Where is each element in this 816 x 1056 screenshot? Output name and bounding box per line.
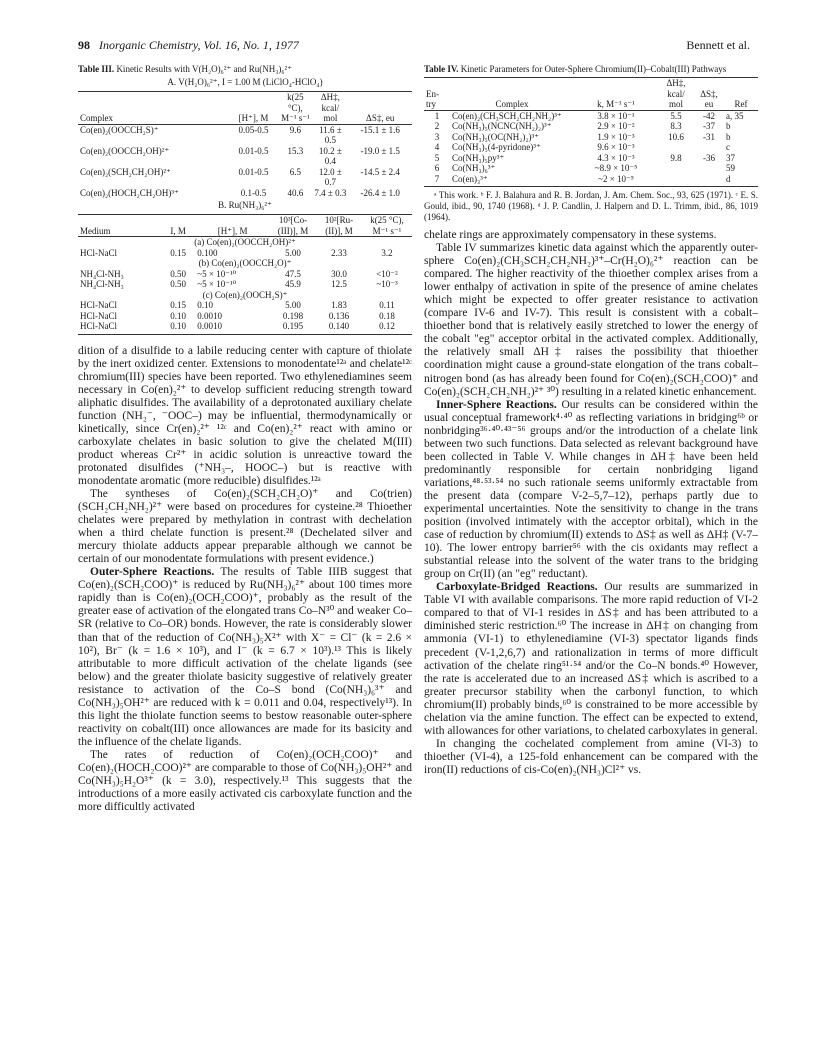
section-heading: Carboxylate-Bridged Reactions. xyxy=(436,581,598,594)
table-row: 5 Co(NH₃)₅py³⁺ 4.3 × 10⁻³ 9.8 -36 37 xyxy=(434,152,735,163)
table-row: HCl-NaCl 0.10 0.0010 0.198 0.136 0.18 xyxy=(80,310,395,321)
table-row: HCl-NaCl 0.15 0.10 5.00 1.83 0.11 xyxy=(80,300,395,310)
right-body-text xyxy=(424,229,758,777)
col-header: ΔH‡, kcal/ mol xyxy=(658,78,694,111)
table-row: 7 Co(en)₃³⁺ ~2 × 10⁻⁵ d xyxy=(424,174,758,187)
table4 xyxy=(424,77,758,187)
table-row: NH₄Cl-NH₃ 0.50 ~5 × 10⁻¹⁰ 45.9 12.5 ~10⁻³ xyxy=(80,279,398,289)
paragraph: The syntheses of Co(en)₂(SCH₂CH₂O)⁺ and Co(trien)(SCH₂CH₂NH₂)²⁺ were based on procedures for cysteine.²⁸ Thioether chelates were prepared by methylation in contrast with dechelation when a third chelate function is present.²⁸ (Dechelated silver and mercury thiolate adducts appear preparable although we cannot be certain of our monodentate formulations with present evidence.) xyxy=(78,488,412,566)
section-heading: Inner-Sphere Reactions. xyxy=(436,398,557,411)
table-row: NH₄Cl-NH₃ 0.50 ~5 × 10⁻¹⁰ 47.5 30.0 <10⁻² xyxy=(80,268,398,279)
paragraph: The rates of reduction of Co(en)₂(OCH₂COO)⁺ and Co(en)₂(HOCH₂COO)²⁺ are comparable to those of Co(NH₃)₅OH²⁺ and Co(NH₃)₅H₂O³⁺ (k = 3.0), respectively.¹³ This suggests that the introductions of a more easily activated cis carboxylate function and the more difficultly activated xyxy=(78,748,412,814)
table-row: 4 Co(NH₃)₅(4-pyridone)³⁺ 9.6 × 10⁻³ c xyxy=(434,142,730,152)
col-header: Complex xyxy=(78,92,229,125)
col-header: 10³[Co-(III)], M xyxy=(270,215,316,237)
table-row: 6 Co(NH₃)₆³⁺ ~8.9 × 10⁻⁵ 59 xyxy=(434,163,735,173)
table-row: Co(en)₂(HOCH₂CH₂OH)³⁺ 0.1-0.5 40.6 7.4 ± 0.3 -26.4 ± 1.0 xyxy=(80,187,400,198)
group-title: (c) Co(en)₂(OOCH₂S)⁺ xyxy=(202,289,288,300)
journal-citation: Inorganic Chemistry, Vol. 16, No. 1, 1977 xyxy=(99,38,299,52)
paragraph: chelate rings are approximately compensatory in these systems. xyxy=(424,229,717,241)
col-header: k(25 °C), M⁻¹ s⁻¹ xyxy=(278,92,312,125)
paragraph: dition of a disulfide to a labile reducing center with capture of thiolate by the inert oxidized center. Extensions to monodentate¹²ᵃ and chelate¹²ᶜ chromium(III) species have been reported. Two ethylenediamines seem necessary in Co(en)₂²⁺ to develop sufficient reducing strength toward aliphatic disulfides. The availability of a deprotonated auxiliary chelate function (NH₂⁻, ⁻OOC–) may be influential, thermodynamically or kinetically, since Cr(en)₂²⁺ ¹²ᶜ and Co(en)₂²⁺ react with amino or carboxylate chelates in basic solution to give the chelated M(III) product whereas Cr²⁺ in acidic solution is unreactive toward the protonated disulfides (⁺NH₃–, HOOC–) but is reactive with monodentate aromatic (more reducible) disulfides.¹²ᵃ xyxy=(78,344,412,487)
section-heading: Outer-Sphere Reactions. xyxy=(90,566,215,579)
group-title: (a) Co(en)₂(OOCCH₂OH)²⁺ xyxy=(194,237,296,247)
table4-caption: Table IV. Kinetic Parameters for Outer-Sphere Chromium(II)–Cobalt(III) Pathways xyxy=(424,64,727,74)
paragraph: Carboxylate-Bridged Reactions. Our results are summarized in Table VI with available comparisons. The more rapid reduction of VI-2 compared to that of VI-1 resides in ΔS‡ and has been attributed to a diminished steric restriction.⁶⁰ The increase in ΔH‡ on changing from ammonia (VI-1) to ethylenediamine (VI-3) spectator ligands finds precedent (V-1,2,6,7) and rationalization in terms of more difficult activation of the chelate ring⁵¹·⁵⁴ and/or the Co–N bonds.⁴⁰ However, the rate is accelerated due to an increased ΔS‡ which is ascribed to a greater precursor stability when the carbonyl function, to which chromium(II) probably binds,⁶⁰ is constrained to be more accessible by chelation via the amine function. The effect can be expected to extend, with allowances for other variations, to chelated carboxylates in general. xyxy=(424,581,758,737)
table-row: Co(en)₂(SCH₂CH₂OH)²⁺ 0.01-0.5 6.5 12.0 ± 0.7 -14.5 ± 2.4 xyxy=(80,166,400,187)
paragraph: Inner-Sphere Reactions. Our results can be considered within the usual conceptual framework⁴·⁴⁰ as reflecting variations in bridging⁶ᵇ or nonbridging³⁶·⁴⁰·⁴³⁻⁵⁶ groups and/or the introduction of a chelate link between two such functions. Data selected as relevant background have been collected in Table V. While changes in ΔH‡ have been held predominantly responsible for certain nonbridging ligand variations,⁴⁸·⁵³·⁵⁴ no such rationale seems uniformly extractable from the present data (compare V-2–5,7–12), perhaps partly due to experimental uncertainties. Note the sensitivity to change in the trans position (involved intimately with the acceptor orbital), which in the case of reduction by chromium(II) extends to ΔS‡ as well as ΔH‡ (V-7–10). The lower entropy barrier⁵⁶ with the cis oxidants may reflect a substantial release into the solvent of the water trans to the bridging group on Cr(II) (an "eg" reductant). xyxy=(424,398,758,581)
right-column xyxy=(424,64,758,777)
table-row: HCl-NaCl 0.10 0.0010 0.195 0.140 0.12 xyxy=(78,321,412,334)
table-row: Co(en)₂(OOCCH₂OH)²⁺ 0.01-0.5 15.3 10.2 ± 0.4 -19.0 ± 1.5 xyxy=(80,145,400,166)
col-header: ΔH‡, kcal/ mol xyxy=(312,92,348,125)
col-header: [H⁺], M xyxy=(195,215,270,237)
col-header: ΔS‡, eu xyxy=(694,78,724,111)
col-header: Complex xyxy=(450,78,574,111)
col-header: k(25 °C), M⁻¹ s⁻¹ xyxy=(362,215,412,237)
running-authors: Bennett et al. xyxy=(686,38,750,52)
table-row: 3 Co(NH₃)₅(OC(NH₂)₂)³⁺ 1.9 × 10⁻³ 10.6 -31 b xyxy=(434,131,731,142)
table-row: HCl-NaCl 0.15 0.100 5.00 2.33 3.2 xyxy=(80,247,393,258)
col-header: En-try xyxy=(424,78,450,111)
col-header: ΔS‡, eu xyxy=(348,92,412,125)
col-header: Ref xyxy=(724,78,758,111)
col-header: 10²[Ru-(II)], M xyxy=(316,215,362,237)
table-row: 2 Co(NH₃)₅(NCNC(NH₂)₂)³⁺ 2.9 × 10⁻² 8.3 -37 b xyxy=(434,121,731,131)
page-header xyxy=(78,38,750,56)
table-row: Co(en)₂(OOCCH₂S)⁺ 0.05-0.5 9.6 11.6 ± 0.5 -15.1 ± 1.6 xyxy=(80,124,400,145)
paragraph: Table IV summarizes kinetic data against which the apparently outer-sphere Co(en)₂(CH₃SCH₂CH₂NH₂)³⁺–Cr(H₂O)₆²⁺ reaction can be compared. The higher reactivity of the thioether complex arises from a lower enthalpy of activation in spite of the presence of amine chelates which might be expected to offer greater resistance to activation (compare IV-6 and IV-7). This result is consistent with a cobalt–thioether bond that is relatively easily stretched to lower the energy of the cobalt "eg" acceptor orbital in the activated complex. Additionally, the relatively small ΔH‡ raises the possibility that thioether coordination might cause a ground-state elongation of the trans cobalt–nitrogen bond (as has already been found for Co(en)₂(SCH₂COO)⁺ and Co(en)₂(SCH₂CH₂NH₂)²⁺ ³⁰) resulting in a related kinetic enhancement. xyxy=(424,242,758,398)
table3-caption: Table III. Kinetic Results with V(H₂O)₆²⁺ and Ru(NH₃)₆²⁺ xyxy=(78,64,292,74)
col-header: k, M⁻¹ s⁻¹ xyxy=(574,78,658,111)
table3-section-a-title: A. V(H₂O)₆²⁺, I = 1.00 M (LiClO₄-HClO₄) xyxy=(167,77,323,87)
paragraph: Outer-Sphere Reactions. The results of Table IIIB suggest that Co(en)₂(SCH₂COO)⁺ is reduced by Ru(NH₃)₆²⁺ about 100 times more rapidly than is Co(en)₂(OCH₂COO)⁺, probably as the result of the greater ease of activation of the elongated trans Co–N³⁰ and weaker Co–SR (relative to Co–OR) bonds. However, the rate is considerably slower than that of the reduction of Co(NH₃)₅X²⁺ with X⁻ = Cl⁻ (k = 2.6 × 10²), Br⁻ (k = 1.6 × 10³), and I⁻ (k = 6.7 × 10³).¹³ This is likely attributable to more difficult activation of the chelate ligands (see below) and the greater thiolate basicity suggestive of relatively greater resistance to activation of the Co–S bond (Co(NH₃)₆³⁺ and Co(NH₃)₅OH²⁺ are reduced with k = 0.011 and 0.04, respectively¹³). In this light the thiolate function seems to bestow reasonable outer-sphere reactivity on cobalt(III) once allowances are made for its basicity and the influence of the chelate ligands. xyxy=(78,566,412,748)
left-body-text xyxy=(78,345,412,815)
paragraph: In changing the cochelated complement from amine (VI-3) to thioether (VI-4), a 125-fold enhancement can be compared with the iron(II) reductions of cis-Co(en)₂(NH₃)Cl²⁺ vs. xyxy=(424,737,758,776)
left-column xyxy=(78,64,412,814)
table3-part-a xyxy=(78,91,412,198)
table3-section-b-title: B. Ru(NH₃)₆²⁺ xyxy=(218,200,272,210)
page-number: 98 xyxy=(78,38,90,52)
col-header: I, M xyxy=(161,215,195,237)
col-header: Medium xyxy=(78,215,161,237)
group-title: (b) Co(en)₂(OOCCH₂O)⁺ xyxy=(198,258,292,268)
table3-part-b xyxy=(78,214,412,335)
table-row: 1 Co(en)₂(CH₃SCH₂CH₂NH₂)³⁺ 3.8 × 10⁻¹ 5.5 -42 a, 35 xyxy=(434,110,744,121)
table4-footnote: ᵃ This work. ᵇ F. J. Balahura and R. B. Jordan, J. Am. Chem. Soc., 93, 625 (1971). ᶜ E. S. Gould, ibid., 90, 1740 (1968). ᵈ J. P. Candlin, J. Halpern and D. L. Trimm, ibid., 86, 1019 (1964). xyxy=(424,190,758,222)
col-header: [H⁺], M xyxy=(229,92,279,125)
